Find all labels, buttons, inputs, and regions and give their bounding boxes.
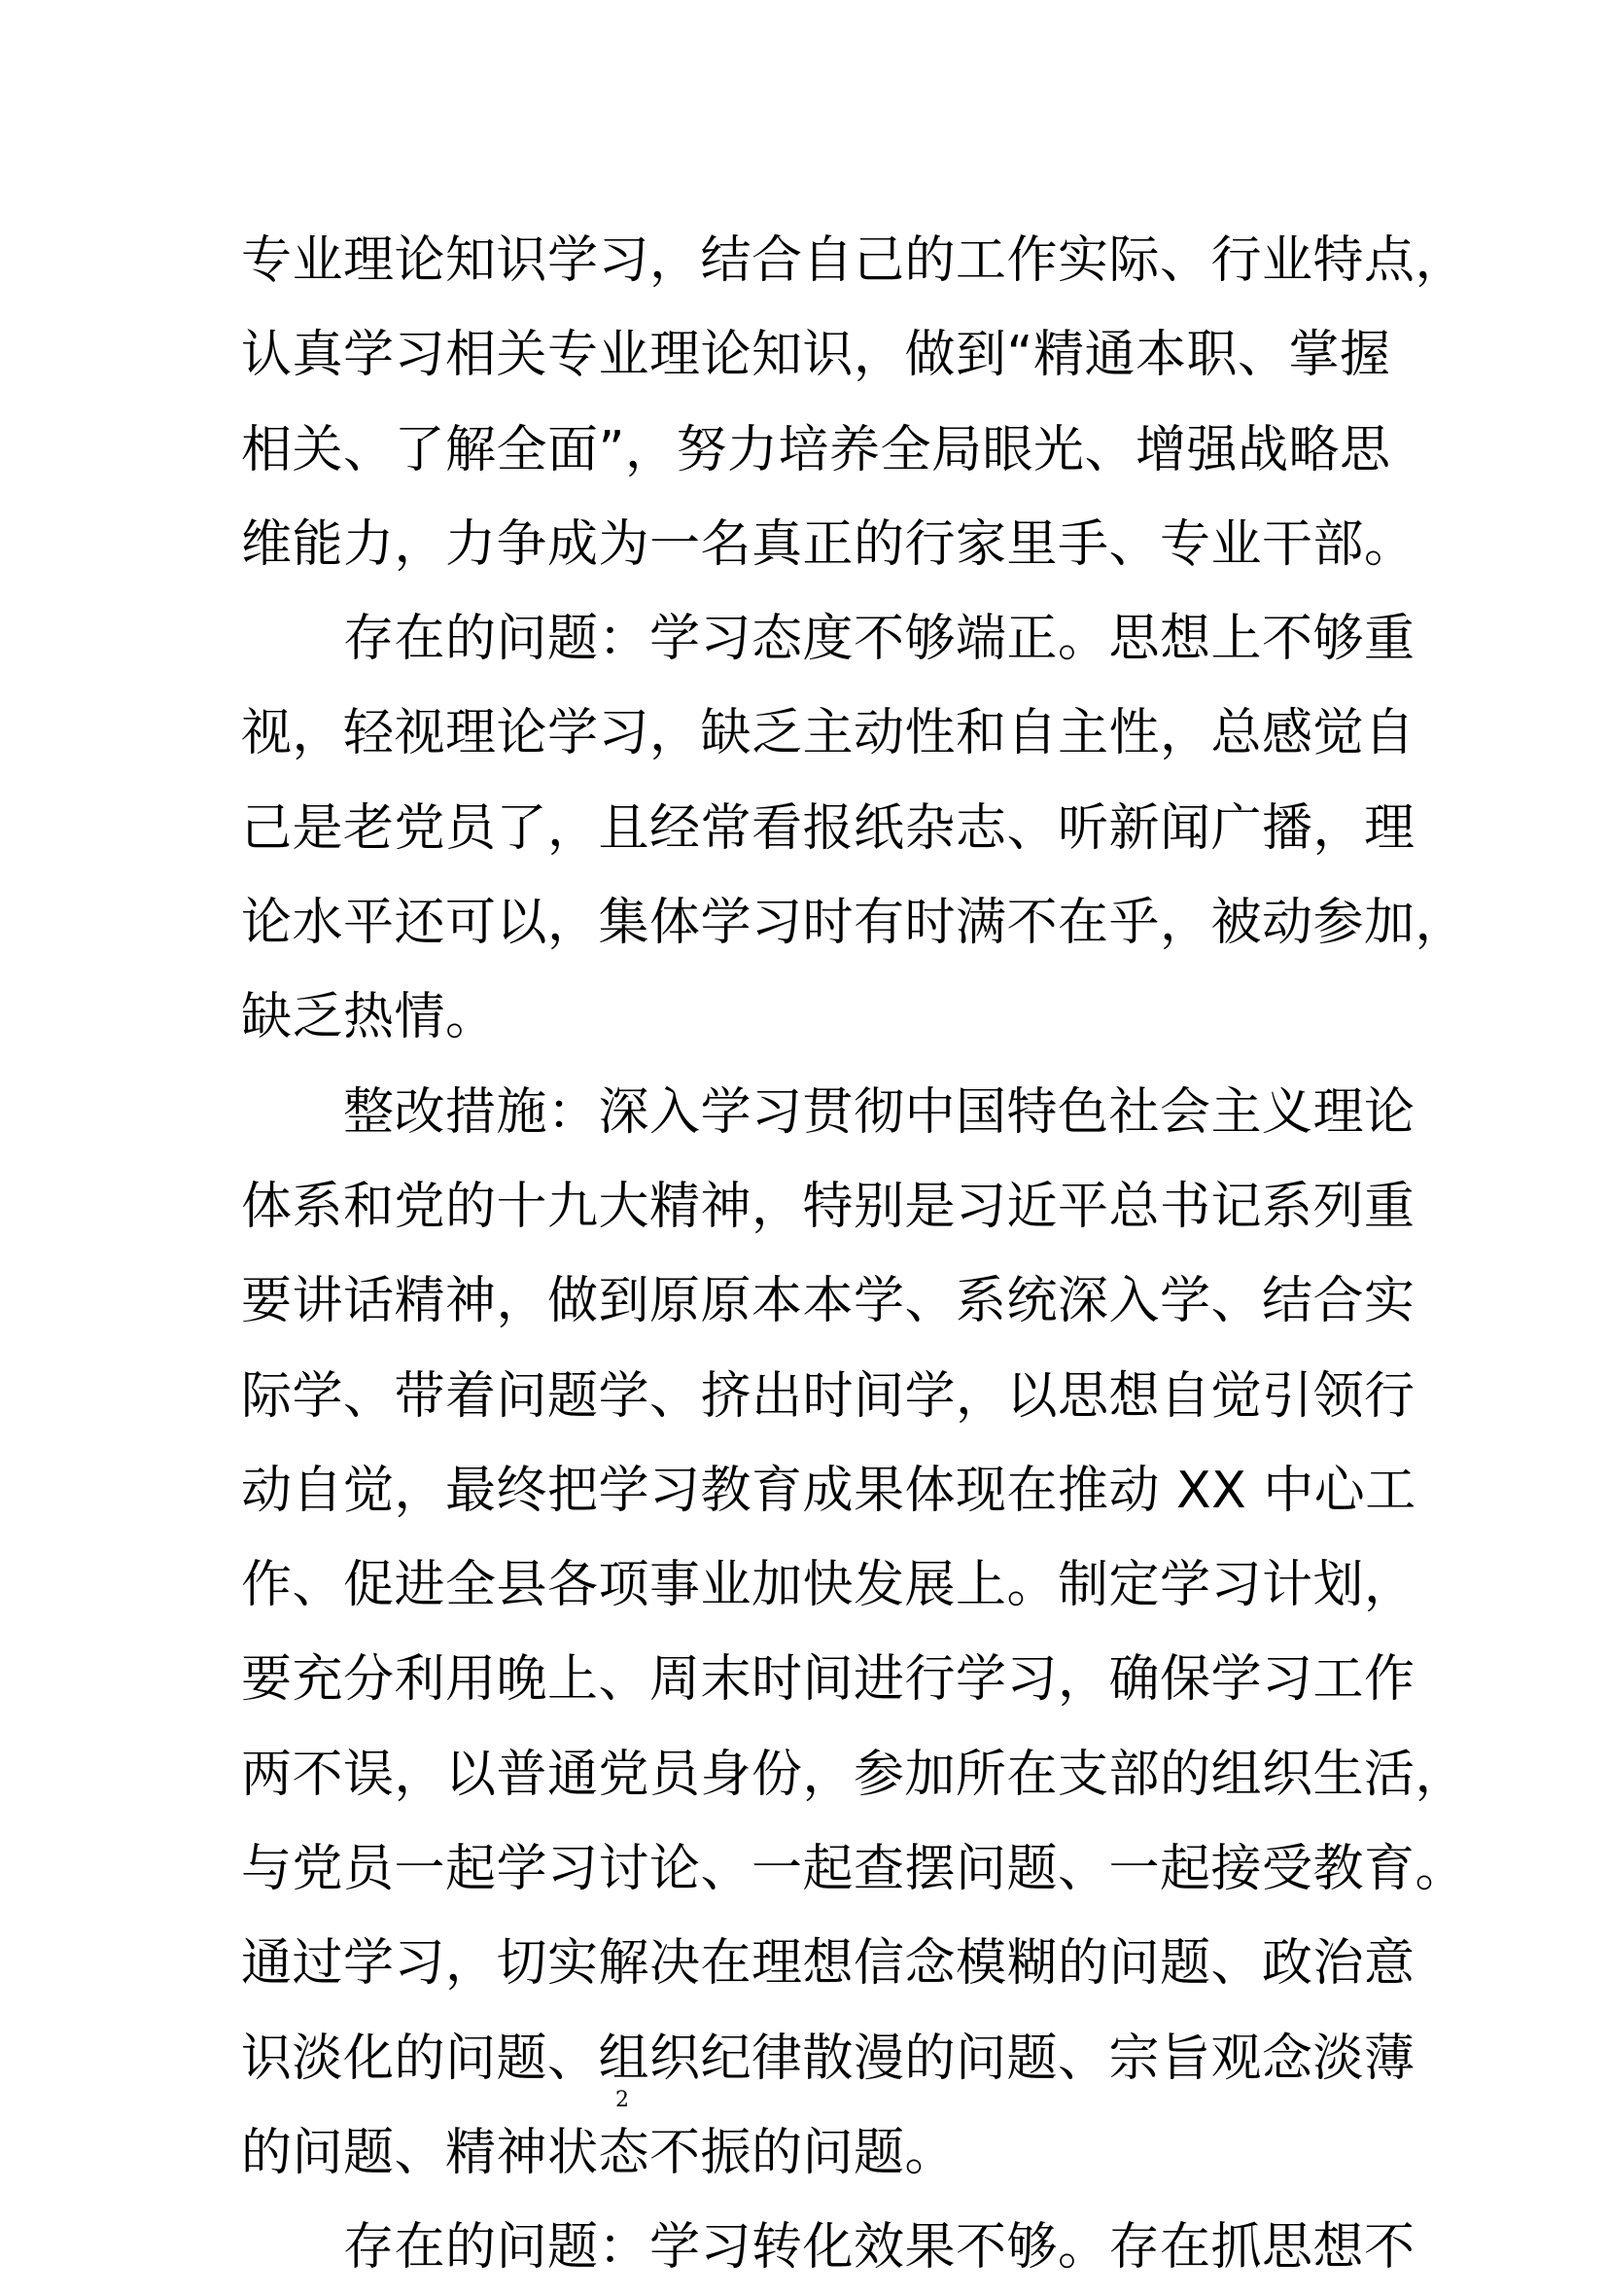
text-line: 两不误，以普通党员身份，参加所在支部的组织生活，: [241, 1745, 1467, 1804]
text-line: 维能力，力争成为一名真正的行家里手、专业干部。: [241, 514, 1416, 574]
text-line: 认真学习相关专业理论知识，做到“精通本职、掌握: [241, 326, 1391, 385]
text-line: 存在的问题：学习态度不够端正。思想上不够重: [241, 610, 1416, 669]
text-line: 作、促进全县各项事业加快发展上。制定学习计划，: [241, 1556, 1416, 1615]
text-line: 要充分利用晚上、周末时间进行学习，确保学习工作: [241, 1650, 1416, 1710]
text-line: 要讲话精神，做到原原本本学、系统深入学、结合实: [241, 1272, 1416, 1331]
page-number: 2: [615, 2088, 629, 2112]
text-line: 存在的问题：学习转化效果不够。存在抓思想不: [241, 2218, 1416, 2278]
text-line: 己是老党员了，且经常看报纸杂志、听新闻广播，理: [241, 798, 1416, 858]
text-line: 识淡化的问题、组织纪律散漫的问题、宗旨观念淡薄: [241, 2029, 1416, 2088]
text-line: 缺乏热情。: [241, 988, 497, 1047]
text-line: 通过学习，切实解决在理想信念模糊的问题、政治意: [241, 1934, 1416, 1994]
text-line: 动自觉，最终把学习教育成果体现在推动 XX 中心工: [241, 1461, 1416, 1520]
text-line: 与党员一起学习讨论、一起查摆问题、一起接受教育。: [241, 1840, 1467, 1899]
text-line: 体系和党的十九大精神，特别是习近平总书记系列重: [241, 1177, 1416, 1236]
text-line: 视，轻视理论学习，缺乏主动性和自主性，总感觉自: [241, 704, 1416, 763]
text-line: 专业理论知识学习，结合自己的工作实际、行业特点，: [241, 231, 1467, 290]
text-line: 整改措施：深入学习贯彻中国特色社会主义理论: [241, 1082, 1416, 1142]
text-line: 相关、了解全面”，努力培养全局眼光、增强战略思: [241, 420, 1391, 479]
body-text: [241, 214, 1467, 2296]
text-line: 际学、带着问题学、挤出时间学，以思想自觉引领行: [241, 1366, 1416, 1426]
text-line: 的问题、精神状态不振的问题。: [241, 2123, 957, 2182]
text-line: 论水平还可以，集体学习时有时满不在乎，被动参加，: [241, 894, 1467, 953]
